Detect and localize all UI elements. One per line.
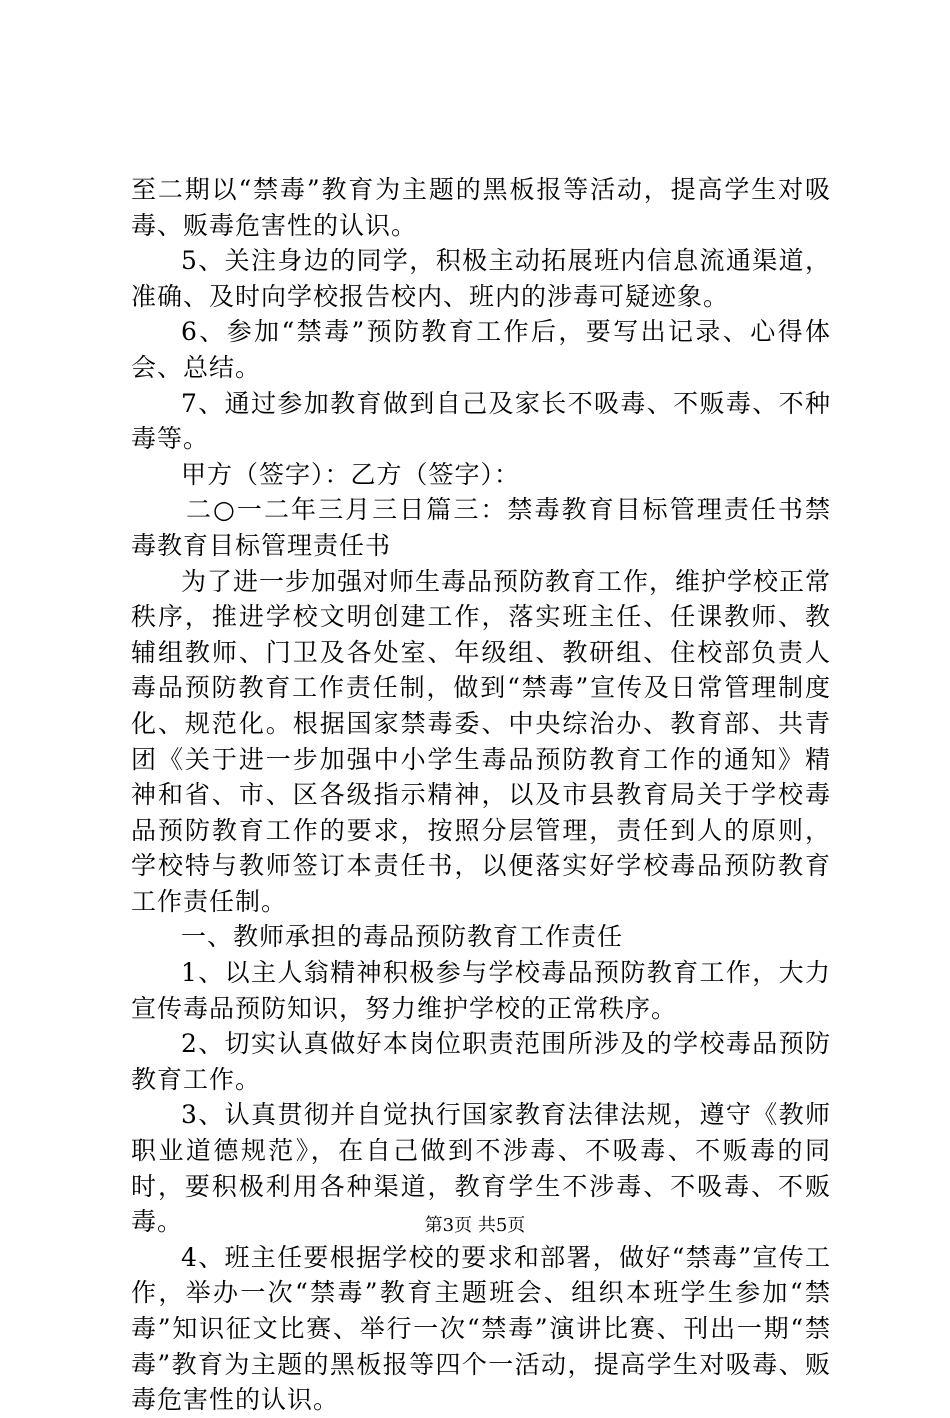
paragraph-duty-4: 4、班主任要根据学校的要求和部署，做好“禁毒”宣传工作，举办一次“禁毒”教育主题班会、组织本班学生参加“禁毒”知识征文比赛、举行一次“禁毒”演讲比赛、刊出一期“禁毒”教育为主题的黑板报等四个一活动，提高学生对吸毒、贩毒危害性的认识。 bbox=[131, 1242, 831, 1415]
paragraph-duty-3: 3、认真贯彻并自觉执行国家教育法律法规，遵守《教师职业道德规范》，在自己做到不涉毒、不吸毒、不贩毒的同时，要积极利用各种渠道，教育学生不涉毒、不吸毒、不贩毒。 bbox=[131, 1100, 831, 1237]
section-heading-teacher-duties: 一、教师承担的毒品预防教育工作责任 bbox=[181, 922, 624, 952]
paragraph-intro: 为了进一步加强对师生毒品预防教育工作，维护学校正常秩序，推进学校文明创建工作，落实班主任、任课教师、教辅组教师、门卫及各处室、年级组、教研组、住校部负责人毒品预防教育工作责任制，做到“禁毒”宣传及日常管理制度化、规范化。根据国家禁毒委、中央综治办、教育部、共青团《关于进一步加强中小学生毒品预防教育工作的通知》精神和省、市、区各级指示精神，以及市县教育局关于学校毒品预防教育工作的要求，按照分层管理，责任到人的原则，学校特与教师签订本责任书，以便落实好学校毒品预防教育工作责任制。 bbox=[131, 566, 832, 916]
date-and-section-title: 二○一二年三月三日篇三：禁毒教育目标管理责任书禁毒教育目标管理责任书 bbox=[131, 495, 831, 560]
paragraph-duty-2: 2、切实认真做好本岗位职责范围所涉及的学校毒品预防教育工作。 bbox=[131, 1029, 831, 1094]
paragraph-duty-1: 1、以主人翁精神积极参与学校毒品预防教育工作，大力宣传毒品预防知识，努力维护学校的正常秩序。 bbox=[131, 958, 831, 1023]
paragraph-item-5: 5、关注身边的同学，积极主动拓展班内信息流通渠道，准确、及时向学校报告校内、班内的涉毒可疑迹象。 bbox=[131, 246, 831, 311]
paragraph-continuation: 至二期以“禁毒”教育为主题的黑板报等活动，提高学生对吸毒、贩毒危害性的认识。 bbox=[131, 175, 831, 240]
paragraph-item-7: 7、通过参加教育做到自己及家长不吸毒、不贩毒、不种毒等。 bbox=[131, 388, 831, 454]
paragraph-item-6: 6、参加“禁毒”预防教育工作后，要写出记录、心得体会、总结。 bbox=[131, 317, 831, 382]
signature-line: 甲方（签字）：乙方（签字）： bbox=[181, 459, 521, 489]
page-footer: 第3页 共5页 bbox=[424, 1215, 526, 1236]
